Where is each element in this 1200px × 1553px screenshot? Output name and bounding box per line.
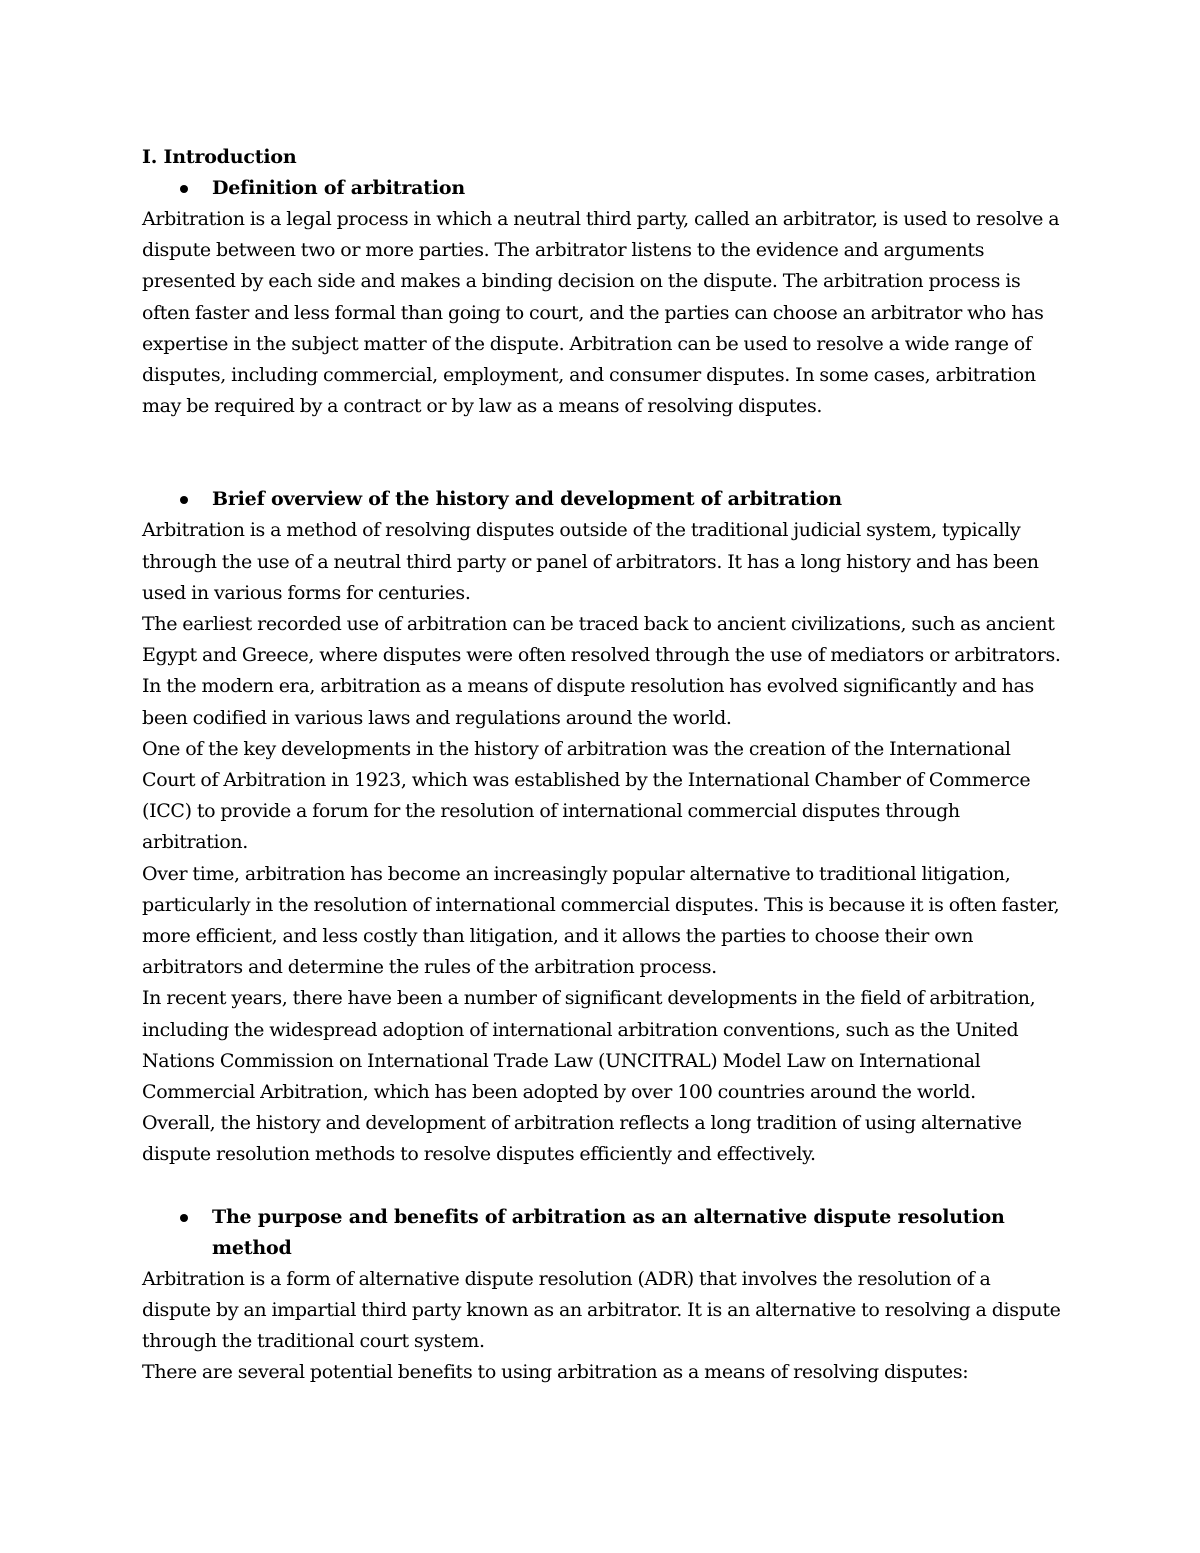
paragraph: Over time, arbitration has become an increasingly popular alternative to traditional litigation, particularly in the resolution of international commercial disputes. This is because it is often faster, more efficient, and less costly than litigation, and it allows the parties to choose their own arbitrators and determine the rules of the arbitration process. — [142, 862, 1060, 979]
bullet-heading-text: The purpose and benefits of arbitration as an alternative dispute resolution method — [212, 1205, 1005, 1259]
bullet-heading-definition — [142, 173, 1062, 204]
spacer — [142, 1171, 1062, 1202]
paragraph: In recent years, there have been a number of significant developments in the field of arbitration, including the widespread adoption of international arbitration conventions, such as the United Nations Commission on International Trade Law (UNCITRAL) Model Law on International Commercial Arbitration, which has been adopted by over 100 countries around the world. — [142, 987, 1036, 1104]
paragraph: The earliest recorded use of arbitration can be traced back to ancient civilizations, such as ancient Egypt and Greece, where disputes were often resolved through the use of mediators or arbitrators. In the modern era, arbitration as a means of dispute resolution has evolved significantly and has been codified in various laws and regulations around the world. — [142, 613, 1061, 729]
paragraph: One of the key developments in the history of arbitration was the creation of the International Court of Arbitration in 1923, which was established by the International Chamber of Commerce (ICC) to provide a forum for the resolution of international commercial disputes through arbitration. — [142, 737, 1031, 854]
bullet-dot-icon — [180, 185, 188, 193]
paragraph: Arbitration is a method of resolving disputes outside of the traditional judicial system, typically through the use of a neutral third party or panel of arbitrators. It has a long history and has been used in various forms for centuries. — [142, 519, 1039, 604]
spacer — [142, 422, 1062, 484]
bullet-heading-text: Brief overview of the history and development of arbitration — [212, 488, 842, 511]
bullet-heading-purpose — [142, 1202, 1062, 1264]
section-heading: I. Introduction — [142, 146, 297, 168]
bullet-heading-history — [142, 484, 1062, 515]
paragraph: There are several potential benefits to using arbitration as a means of resolving disputes: — [142, 1361, 969, 1384]
bullet-dot-icon — [180, 1214, 188, 1222]
document-page — [142, 142, 1062, 1389]
bullet-dot-icon — [180, 496, 188, 504]
bullet-heading-text: Definition of arbitration — [212, 177, 465, 199]
paragraph: Arbitration is a legal process in which a neutral third party, called an arbitrator, is used to resolve a dispute between two or more parties. The arbitrator listens to the evidence and arguments presented by each side and makes a binding decision on the dispute. The arbitration process is often faster and less formal than going to court, and the parties can choose an arbitrator who has expertise in the subject matter of the dispute. Arbitration can be used to resolve a wide range of disputes, including commercial, employment, and consumer disputes. In some cases, arbitration may be required by a contract or by law as a means of resolving disputes. — [142, 208, 1060, 418]
paragraph: Overall, the history and development of arbitration reflects a long tradition of using alternative dispute resolution methods to resolve disputes efficiently and effectively. — [142, 1112, 1022, 1166]
paragraph: Arbitration is a form of alternative dispute resolution (ADR) that involves the resolution of a dispute by an impartial third party known as an arbitrator. It is an alternative to resolving a dispute through the traditional court system. — [142, 1267, 1061, 1353]
